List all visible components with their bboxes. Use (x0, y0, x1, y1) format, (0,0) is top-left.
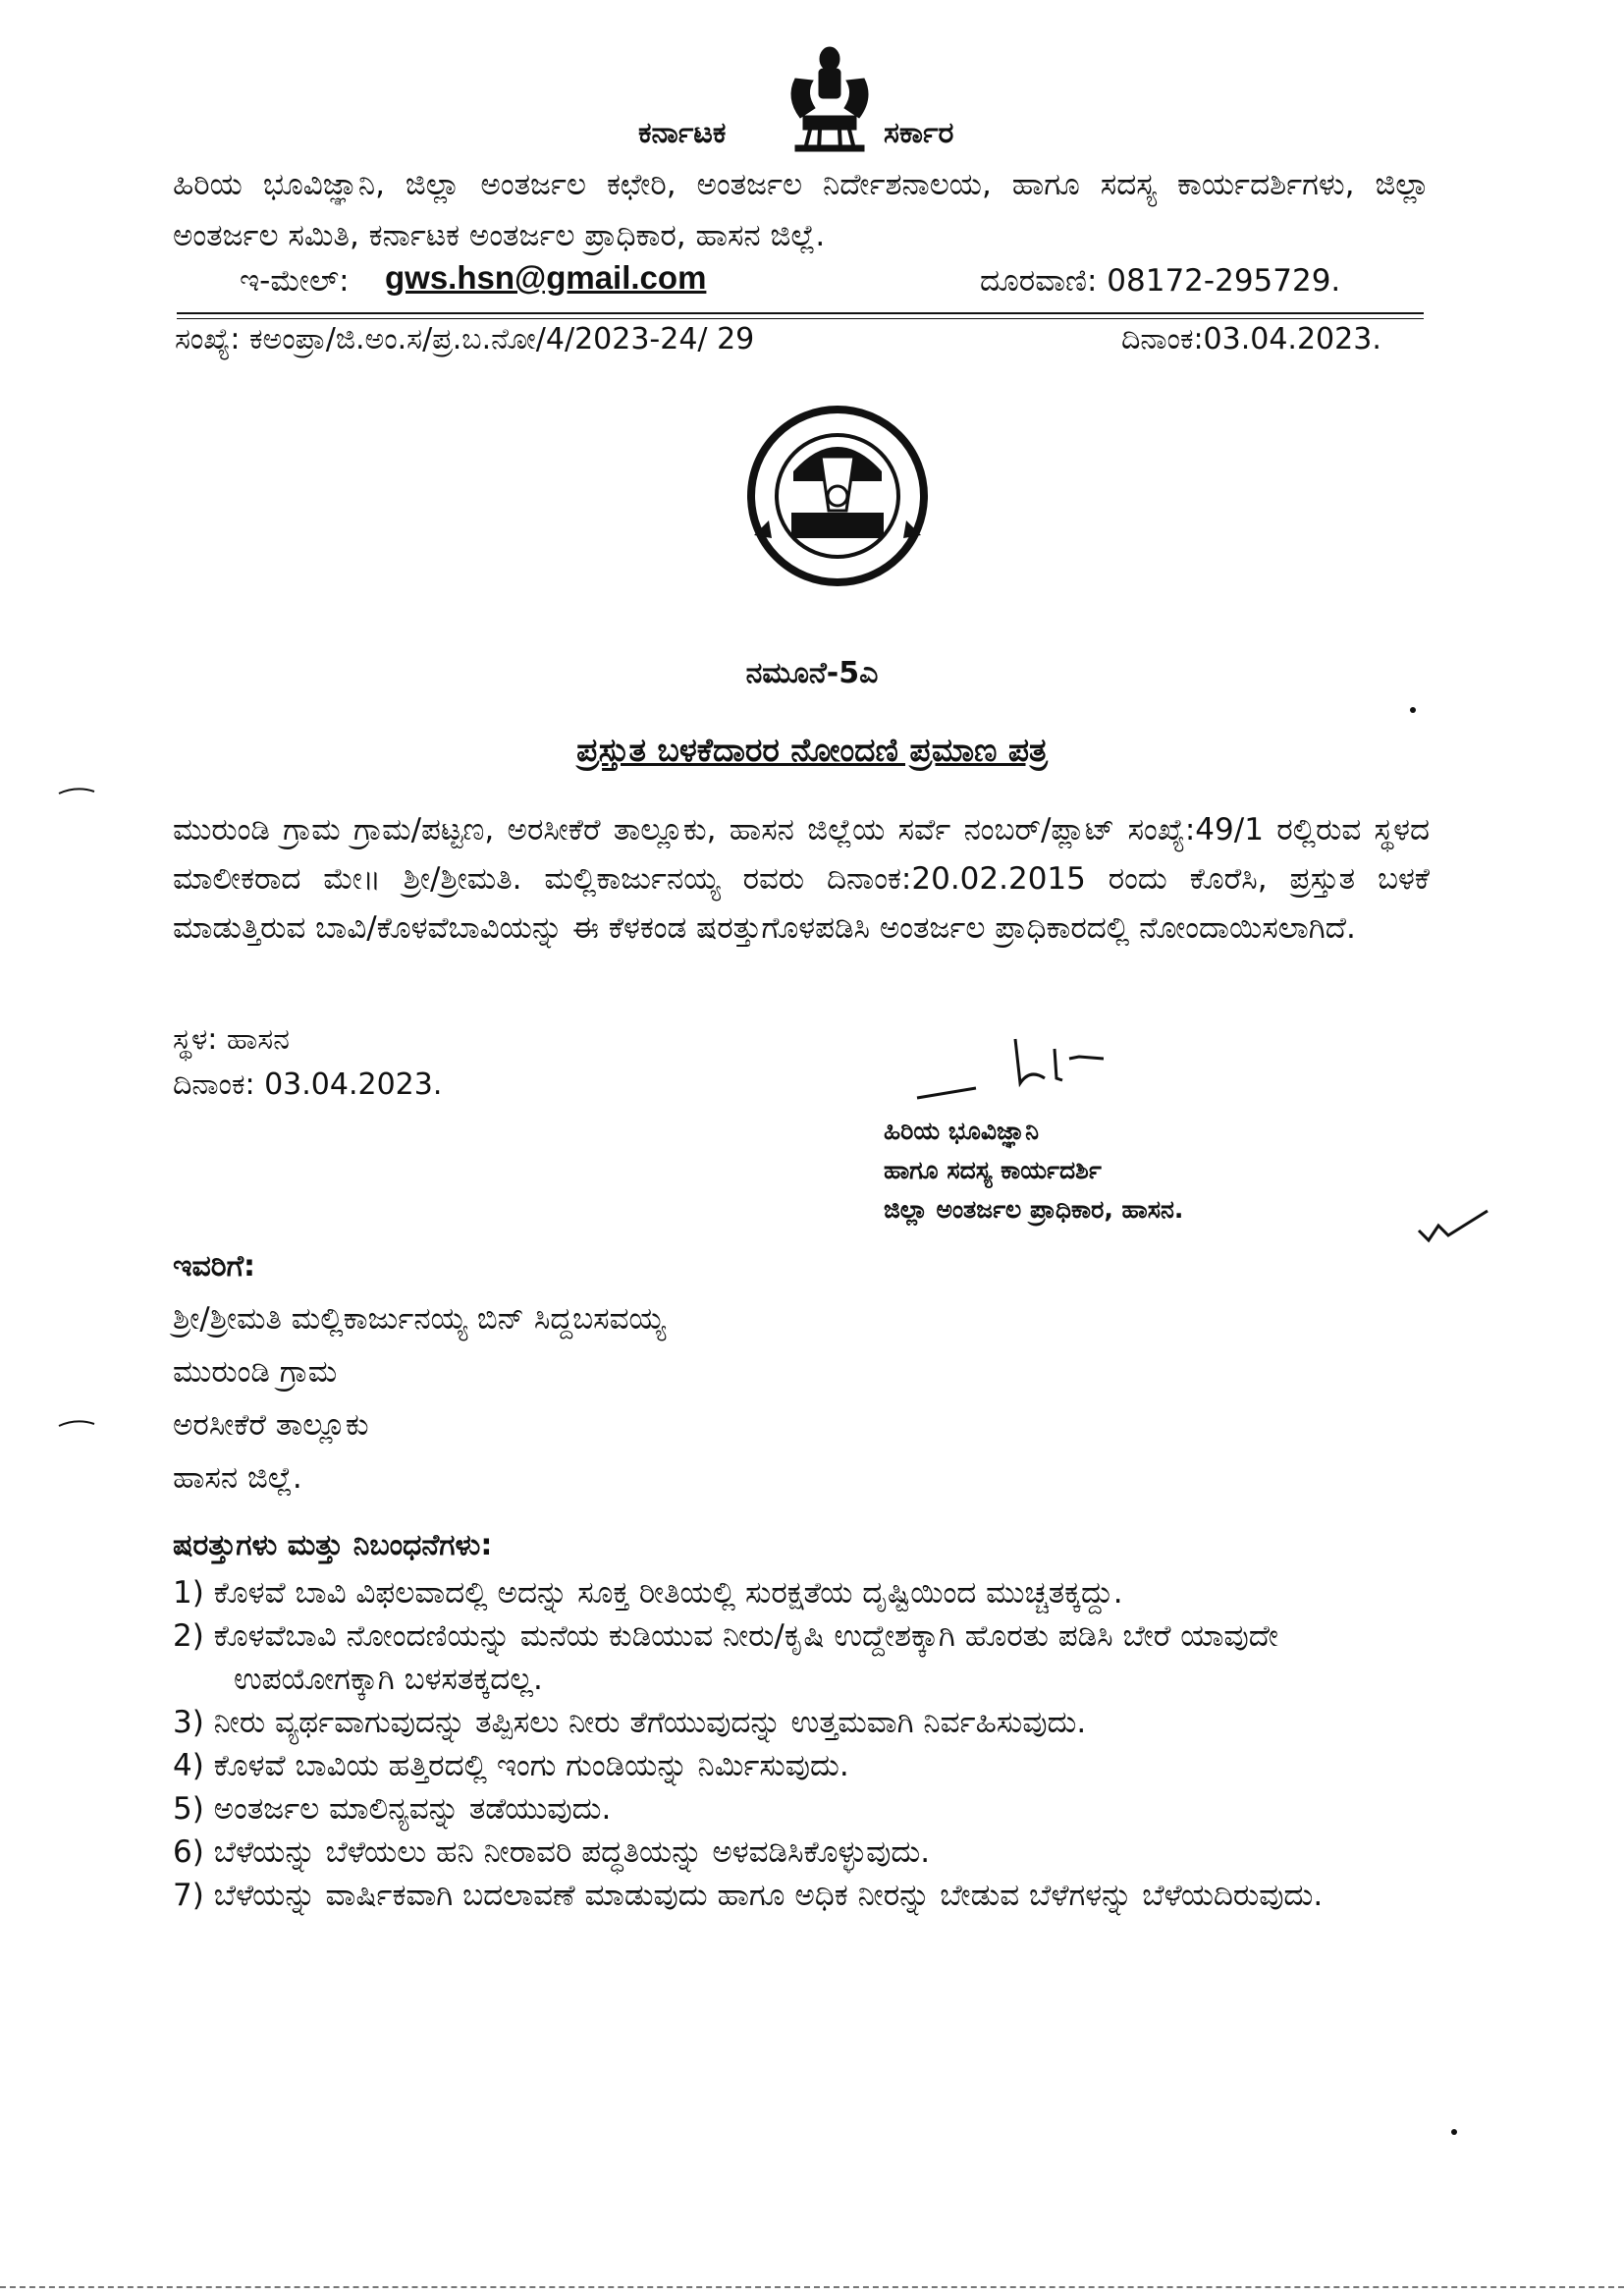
place-line: ಸ್ಥಳ: ಹಾಸನ (173, 1022, 290, 1057)
condition-item: 5) ಅಂತರ್ಜಲ ಮಾಲಿನ್ಯವನ್ನು ತಡೆಯುವುದು. (173, 1791, 612, 1827)
recipient-name: ಶ್ರೀ/ಶ್ರೀಮತಿ ಮಲ್ಲಿಕಾರ್ಜುನಯ್ಯ ಬಿನ್ ಸಿದ್ದಬಸವಯ್ಯ (173, 1301, 666, 1337)
email-label: ಇ-ಮೇಲ್: (240, 263, 350, 299)
margin-mark (57, 786, 96, 795)
conditions-list (173, 1571, 1430, 1917)
certificate-title: ಪ್ರಸ್ತುತ ಬಳಕೆದಾರರ ನೋಂದಣಿ ಪ್ರಮಾಣ ಪತ್ರ (576, 731, 1048, 769)
recipient-district: ಹಾಸನ ಜಿಲ್ಲೆ. (173, 1460, 302, 1496)
condition-item: 3) ನೀರು ವ್ಯರ್ಥವಾಗುವುದನ್ನು ತಪ್ಪಿಸಲು ನೀರು ತೆಗೆಯುವುದನ್ನು ಉತ್ತಮವಾಗಿ ನಿರ್ವಹಿಸುವುದು. (173, 1705, 1087, 1740)
place-date-block (173, 1017, 442, 1108)
header-divider-thin (177, 318, 1424, 319)
condition-item: 2) ಕೊಳವೆಬಾವಿ ನೋಂದಣಿಯನ್ನು ಮನೆಯ ಕುಡಿಯುವ ನೀರು/ಕೃಷಿ ಉದ್ದೇಶಕ್ಕಾಗಿ ಹೊರತು ಪಡಿಸಿ ಬೇರೆ ಯಾವುದೇ ಉಪಯೋಗಕ್ಕಾಗಿ ಬಳಸತಕ್ಕದಲ್ಲ. (173, 1618, 1278, 1697)
reference-number: ಸಂಖ್ಯೆ: ಕಅಂಪ್ರಾ/ಜಿ.ಅಂ.ಸ/ಪ್ರ.ಬ.ನೋ/4/2023-24/ 29 (175, 322, 755, 356)
conditions-title: ಷರತ್ತುಗಳು ಮತ್ತು ನಿಬಂಧನೆಗಳು: (173, 1528, 493, 1562)
condition-item: 7) ಬೆಳೆಯನ್ನು ವಾರ್ಷಿಕವಾಗಿ ಬದಲಾವಣೆ ಮಾಡುವುದು ಹಾಗೂ ಅಧಿಕ ನೀರನ್ನು ಬೇಡುವ ಬೆಳೆಗಳನ್ನು ಬೆಳೆಯದಿರುವುದು. (173, 1878, 1324, 1913)
government-label-right: ಸರ್ಕಾರ (884, 116, 954, 150)
groundwater-authority-seal-icon (744, 403, 931, 589)
phone-number: ದೂರವಾಣಿ: 08172-295729. (980, 263, 1341, 299)
recipient-taluk: ಅರಸೀಕೆರೆ ತಾಲ್ಲೂಕು (173, 1407, 369, 1443)
condition-item: 1) ಕೊಳವೆ ಬಾವಿ ವಿಫಲವಾದಲ್ಲಿ ಅದನ್ನು ಸೂಕ್ತ ರೀತಿಯಲ್ಲಿ ಸುರಕ್ಷತೆಯ ದೃಷ್ಟಿಯಿಂದ ಮುಚ್ಚತಕ್ಕದ್ದು. (173, 1575, 1123, 1611)
email-link[interactable]: gws.hsn@gmail.com (385, 259, 707, 296)
reference-date: ದಿನಾಂಕ:03.04.2023. (1121, 322, 1381, 356)
margin-mark (57, 1418, 96, 1428)
condition-item: 4) ಕೊಳವೆ ಬಾವಿಯ ಹತ್ತಿರದಲ್ಲಿ ಇಂಗು ಗುಂಡಿಯನ್ನು ನಿರ್ಮಿಸುವುದು. (173, 1748, 849, 1783)
page-bottom-edge (0, 2286, 1624, 2288)
certificate-body: ಮುರುಂಡಿ ಗ್ರಾಮ ಗ್ರಾಮ/ಪಟ್ಟಣ, ಅರಸೀಕೆರೆ ತಾಲ್ಲೂಕು, ಹಾಸನ ಜಿಲ್ಲೆಯ ಸರ್ವೆ ನಂಬರ್/ಪ್ಲಾಟ್ ಸಂಖ್ಯೆ:49/1 ರಲ್ಲಿರುವ ಸ್ಥಳದ ಮಾಲೀಕರಾದ ಮೇ॥ ಶ್ರೀ/ಶ್ರೀಮತಿ. ಮಲ್ಲಿಕಾರ್ಜುನಯ್ಯ ರವರು ದಿನಾಂಕ:20.02.2015 ರಂದು ಕೊರೆಸಿ, ಪ್ರಸ್ತುತ ಬಳಕೆ ಮಾಡುತ್ತಿರುವ ಬಾವಿ/ಕೊಳವೆಬಾವಿಯನ್ನು ಈ ಕೆಳಕಂಡ ಷರತ್ತುಗೊಳಪಡಿಸಿ ಅಂತರ್ಜಲ ಪ್ರಾಧಿಕಾರದಲ್ಲಿ ನೋಂದಾಯಿಸಲಾಗಿದೆ. (173, 812, 1430, 946)
scan-dot (1410, 707, 1416, 713)
signatory-block (884, 1112, 1183, 1230)
initial-mark (1414, 1206, 1492, 1245)
date-line: ದಿನಾಂಕ: 03.04.2023. (173, 1067, 443, 1102)
recipient-label: ಇವರಿಗೆ: (173, 1249, 256, 1284)
signatory-designation: ಹಿರಿಯ ಭೂವಿಜ್ಞಾನಿ (884, 1117, 1040, 1145)
state-emblem-icon (776, 39, 884, 157)
signatory-office: ಜಿಲ್ಲಾ ಅಂತರ್ಜಲ ಪ್ರಾಧಿಕಾರ, ಹಾಸನ. (884, 1195, 1184, 1224)
condition-item: 6) ಬೆಳೆಯನ್ನು ಬೆಳೆಯಲು ಹನಿ ನೀರಾವರಿ ಪದ್ಧತಿಯನ್ನು ಅಳವಡಿಸಿಕೊಳ್ಳುವುದು. (173, 1834, 931, 1870)
signatory-role: ಹಾಗೂ ಸದಸ್ಯ ಕಾರ್ಯದರ್ಶಿ (884, 1156, 1102, 1184)
form-title: ನಮೂನೆ-5ಎ (745, 656, 879, 690)
recipient-address (173, 1292, 666, 1504)
scan-dot (1451, 2129, 1457, 2135)
signature-mark (907, 1029, 1104, 1108)
office-address: ಹಿರಿಯ ಭೂವಿಜ್ಞಾನಿ, ಜಿಲ್ಲಾ ಅಂತರ್ಜಲ ಕಛೇರಿ, ಅಂತರ್ಜಲ ನಿರ್ದೇಶನಾಲಯ, ಹಾಗೂ ಸದಸ್ಯ ಕಾರ್ಯದರ್ಶಿಗಳು, ಜಿಲ್ಲಾ ಅಂತರ್ಜಲ ಸಮಿತಿ, ಕರ್ನಾಟಕ ಅಂತರ್ಜಲ ಪ್ರಾಧಿಕಾರ, ಹಾಸನ ಜಿಲ್ಲೆ. (173, 167, 1430, 253)
recipient-village: ಮುರುಂಡಿ ಗ್ರಾಮ (173, 1354, 338, 1390)
government-label-left: ಕರ್ನಾಟಕ (638, 116, 727, 150)
header-divider (177, 312, 1424, 314)
